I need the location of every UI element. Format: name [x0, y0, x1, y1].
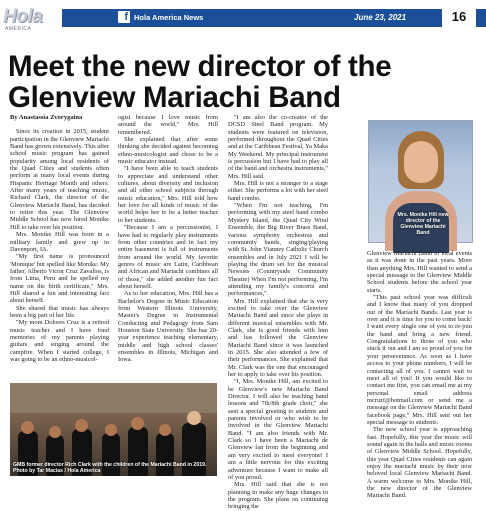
issue-date: June 23, 2021 — [354, 13, 407, 22]
paragraph: Mrs. Hill is not a stranger to a stage either. She performs a lot with her steel band combo. — [228, 180, 328, 202]
page-header — [0, 0, 480, 44]
paragraph: Mrs. Hill explained that she is very excited to take over the Glenview Mariachi Band and since she plays in different musical ensembles with Mr. Clark, she is good friends with him and has followed the Glenview Mariachi Band since it was launched in 2015. She also attended a few of their performances. She explained that Mr. Clark was the one that encouraged her to apply to take over his position. — [228, 297, 328, 379]
paragraph: The new school year is approaching fast. Hopefully, this year the music will sound again in the halls and music rooms of Glenview Middle School. Hopefully, this year Quad Cities residents can again enjoy the mariachi music by their now beloved local Glenview Mariachi Band. A warm welcome to Mrs. Monike Hill, the new director of the Glenview Mariachi Band. — [367, 426, 472, 500]
paragraph: Mrs. Hill said that she is not planning to make any huge changes to the program. She plans on continuing bringing the — [228, 481, 328, 511]
portrait-caption: Mrs. Monike Hill new director of the Glenview Mariachi Band — [397, 212, 449, 236]
article-column-4 — [367, 250, 472, 500]
article-column-2 — [118, 114, 218, 364]
paragraph: "My mom Dolores Cruz is a retired music teacher and I have fond memories of my parents playing guitars and singing around the campfire. When I started college, I was going to be an ethno-musicol- — [10, 319, 109, 363]
logo-subtext: AMERICA — [5, 26, 32, 32]
paragraph: "This past school year was difficult and I know that many of you dropped out of the Mariachi Bands. Last year is over and it is time for you to come back! I want every single one of you to re-join the band and bring a new friend. Congratulations to those of you who stuck it out and I am so proud of you for your perseverance. As soon as I have access to your phone numbers, I will be contacting all of you. I cannot wait to meet all of you! If you would like to contact me first, you can email me at my personal email address mcruzf@hotmail.com or send me a message on the Glenview Mariachi Band facebook page," Mrs. Hill sent out her special message to students. — [367, 294, 472, 426]
paragraph: "I have been able to teach students to appreciate and understand other cultures, about diversity and inclusion and all other school subjects through music education," Mrs. Hill told how her love for all kinds of music of the world helps her to be a better teacher to her students. — [118, 165, 218, 224]
paragraph: Since its creation in 2015, student participation in the Glenview Mariachi Band has grown extensively. This after school music program has gained popularity among local residents of the Quad Cities and students often perform at many local events during Hispanic Heritage Month and others. After many years of teaching music, Richard Clark, the director of the Glenview Mariachi Band, has decided to retire this year. The Glenview Middle School has now hired Monike Hill to take over his position. — [10, 128, 109, 231]
paragraph: "My first name is pronounced 'Monique' but spelled like Monike. My father, Alberto Victor Cruz Zavalios, is from Lima, Peru and he spelled my name on the birth certificate," Mrs. Hill shared a fun and interesting fact about herself. — [10, 253, 109, 305]
article-column-1 — [10, 114, 109, 363]
paragraph: She shared that music has always been a big part of her life. — [10, 304, 109, 319]
paragraph: "I, Mrs. Monike Hill, am excited to be Glenview's new Mariachi Band Director. I will also be teaching band lessons and 7th/8th grade choir," she sent a special greeting to students and parents involved or who wish to be involved in the Glenview Mariachi Band. "I am also friends with Mr. Clark so I have been a Mariachi de Glenview fan from the beginning and am very excited to meet everyone! I am a little nervous for this exciting adventure because I want to make all of you proud. — [228, 378, 328, 481]
paragraph: ogist because I love music from around the world," Mrs. Hill remembered. — [118, 114, 218, 136]
article-column-3 — [228, 114, 328, 511]
band-photo-caption: GMB former director Rich Clark with the children of the Mariachi Band in 2019. Photo by Tar Macias / Hola America — [13, 462, 207, 474]
paragraph: She explained that after some thinking she decided against becoming ethno-musicologist and chose to be a music educator instead. — [118, 136, 218, 166]
paragraph: Glenview Mariachi Band to local events as it was done in the past years. More than anything Mrs. Hill wanted to send a special message to the Glenview Middle School students before the school year starts. — [367, 250, 472, 294]
byline: By Anastassia Zvorygaina — [10, 114, 83, 121]
facebook-icon: f — [118, 11, 130, 23]
paragraph: "Because I am a percussionist, I have had to regularly play instruments from other countries and in fact my entire basement is full of instruments from around the world. My favorite genres of music are Latin, Caribbean and African and Mariachi combines all of those," she added another fun fact about herself. — [118, 224, 218, 290]
hola-america-logo — [3, 6, 61, 36]
logo-text: Hola — [3, 6, 43, 27]
section-label: Hola America News — [134, 13, 204, 22]
paragraph: "I am also the co-creator of the DCSD Steel Band program. My students were featured on television, performed throughout the Quad Cities and at the Caribbean Festival, Ya Maka My Weekend. My principal instrument is percussion but I have had to play all of the band and orchestra instruments," Mrs. Hill said. — [228, 114, 328, 180]
paragraph: As to her education, Mrs. Hill has a Bachelor's Degree in Music Education from Western Illinois University, Master's Degree in Instrumental Conducting and Pedagogy from Sam Houston State University. She has 20-year experience teaching elementary, middle and high school classes' ensembles in Illinois, Michigan and Iowa. — [118, 290, 218, 364]
paragraph: Mrs. Monike Hill was born in a military family and grew up in Davenport, IA. — [10, 231, 109, 253]
page-number: 16 — [442, 4, 476, 30]
paragraph: "When I'm not teaching, I'm performing with my steel band combo Mystery Island, the Quad City Wind Ensemble, the Big River Brass Band, various symphony orchestras and community bands, singing/playing with St. John Vianney Catholic Church ensembles and in July 2021 I will be playing the drum set for the musical Newsies (Countryside Community Theatre) When I'm not performing, I'm attending my family's concerts and performances,". — [228, 202, 328, 298]
article-headline: Meet the new director of the Glenview Mariachi Band — [8, 50, 392, 114]
